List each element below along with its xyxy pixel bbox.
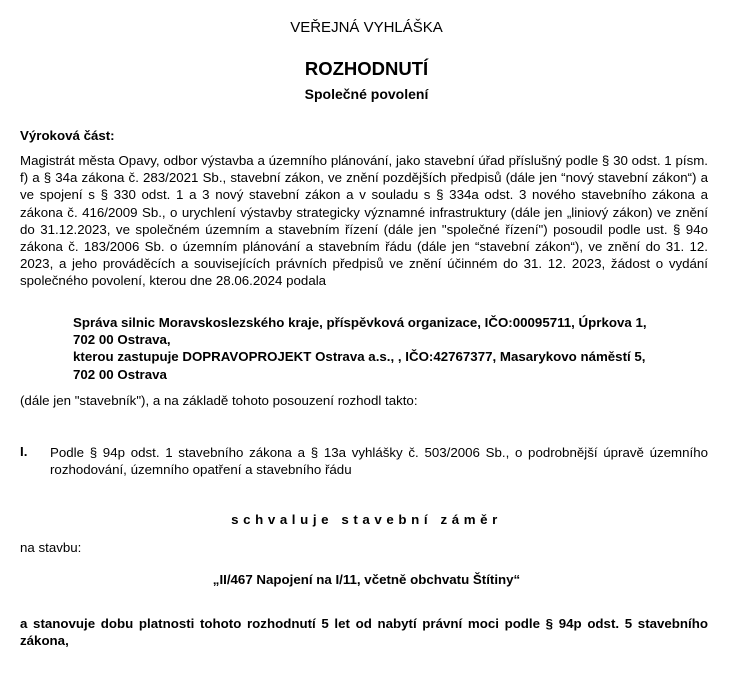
item-number: I. [20,444,28,459]
project-name: „II/467 Napojení na I/11, včetně obchvatu Štítiny“ [212,572,521,587]
applicant-line: 702 00 Ostrava, [73,332,171,348]
notice-heading: VEŘEJNÁ VYHLÁŠKA [290,19,443,36]
for-building-label: na stavbu: [20,540,82,555]
applicant-line: Správa silnic Moravskoslezského kraje, příspěvková organizace, IČO:00095711, Úprkova 1, [73,315,647,330]
item-text: Podle § 94p odst. 1 stavebního zákona a § 13a vyhlášky č. 503/2006 Sb., o podrobnější úpravě územního rozhodování, územního opatření a stavebního řádu [50,445,708,478]
document-title: ROZHODNUTÍ [304,58,429,79]
applicant-line: kterou zastupuje DOPRAVOPROJEKT Ostrava a.s., , IČO:42767377, Masarykovo náměstí 5, [73,349,646,365]
intro-paragraph: Magistrát města Opavy, odbor výstavba a územního plánování, jako stavební úřad příslušný podle § 30 odst. 1 písm. f) a § 34a zákona č. 283/2021 Sb., stavební zákon, ve znění pozdějších předpisů (dále jen “nový stavební zákon“) a ve spojení s § 330 odst. 1 a 3 nový stavební zákon a v souladu s § 334a odst. 3 nového stavebního zákona a zákona č. 416/2009 Sb., o urychlení výstavby strategicky významné infrastruktury (dále jen „liniový zákon) ve znění do 31.12.2023, ve společném územním a stavebním řízení (dále jen "společné řízení") posoudil podle ust. § 94o zákona č. 183/2006 Sb. o územním plánování a stavebním řádu (dále jen “stavební zákon“), ve znění do 31. 12. 2023, a jeho prováděcích a souvisejících právních předpisů ve znění účinném do 31. 12. 2023, žádost o vydání společného povolení, kterou dne 28.06.2024 podala [20,153,708,289]
applicant-line: 702 00 Ostrava [73,366,167,382]
validity-text: a stanovuje dobu platnosti tohoto rozhodnutí 5 let od nabytí právní moci podle § 94p odst. 5 stavebního zákona, [20,616,708,649]
verdict-heading: schvaluje stavební záměr [231,512,502,527]
applicant-block [73,314,713,383]
document-subtitle: Společné povolení [304,86,429,102]
builder-paragraph: (dále jen "stavebník"), a na základě tohoto posouzení rozhodl takto: [20,393,418,408]
section-label: Výroková část: [20,128,115,143]
